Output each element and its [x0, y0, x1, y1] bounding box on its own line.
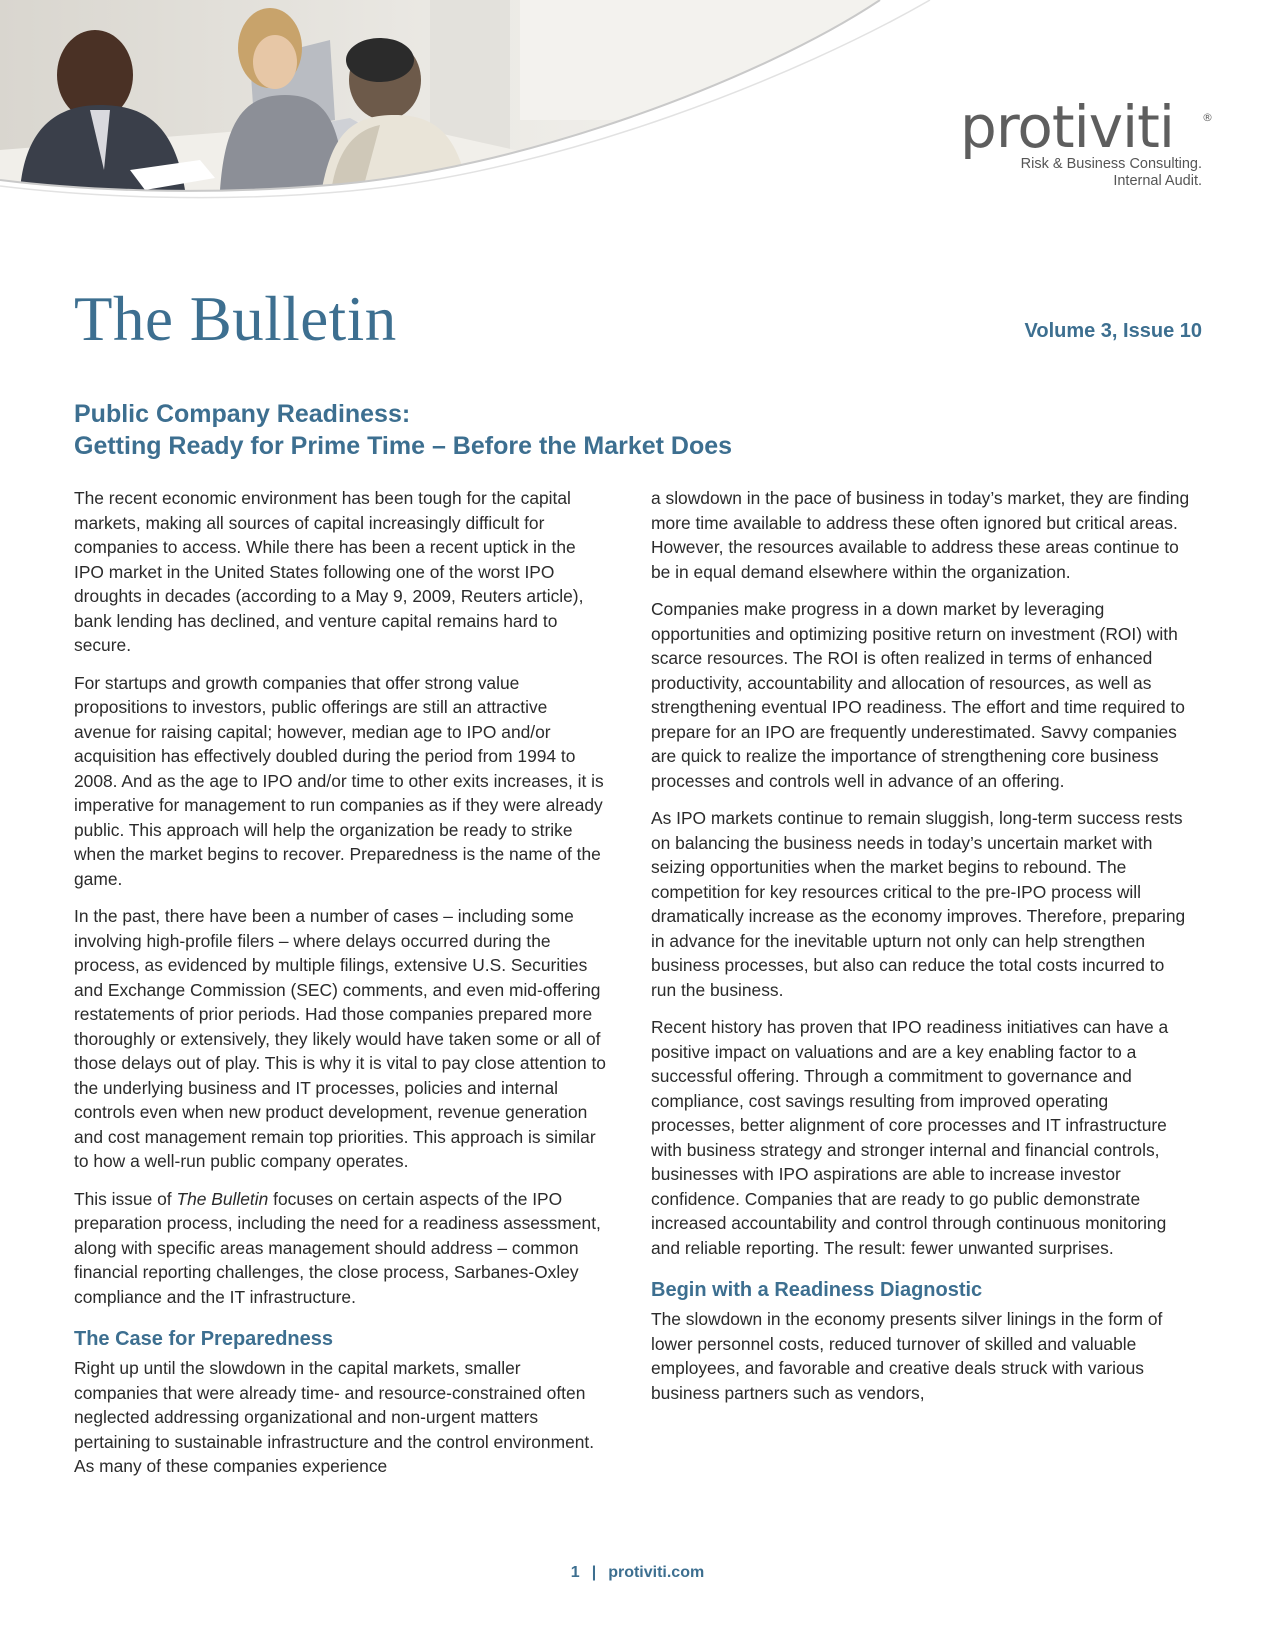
paragraph: a slowdown in the pace of business in today’s market, they are finding more time available to address these often ignored but critical areas. However, the resources available to address these areas continue to be in equal demand elsewhere within the organization.	[651, 488, 1190, 582]
paragraph: Companies make progress in a down market by leveraging opportunities and optimizing positive return on investment (ROI) with scarce resources. The ROI is often realized in terms of enhanced productivity, accountability and allocation of resources, as well as strengthening eventual IPO readiness. The effort and time required to prepare for an IPO are frequently underestimated. Savvy companies are quick to realize the importance of strengthening core business processes and controls well in advance of an offering.	[651, 599, 1185, 791]
left-column	[74, 486, 609, 1492]
right-column	[651, 486, 1191, 1418]
paragraph-text: focuses on certain aspects of the IPO preparation process, including the need for a readiness assessment, along with specific areas management should address – common financial reporting challenges, the close process, Sarbanes-Oxley compliance and the IT infrastructure.	[74, 1188, 601, 1307]
logo-wordmark	[960, 93, 1220, 161]
paragraph: The slowdown in the economy presents silver linings in the form of lower personnel costs, reduced turnover of skilled and valuable employees, and favorable and creative deals struck with various business partners such as vendors,	[651, 1309, 1163, 1403]
footer-separator: |	[591, 1564, 597, 1581]
paragraph: For startups and growth companies that offer strong value propositions to investors, public offerings are still an attractive avenue for raising capital; however, median age to IPO and/or acquisition has effectively doubled during the period from 1994 to 2008. And as the age to IPO and/or time to other exits increases, it is imperative for management to run companies as if they were already public. This approach will help the organization be ready to strike when the market begins to recover. Preparedness is the name of the game.	[74, 672, 604, 889]
paragraph-text: This issue of	[74, 1188, 177, 1209]
paragraph	[74, 1187, 609, 1310]
paragraph: The recent economic environment has been tough for the capital markets, making all sources of capital increasingly difficult for companies to access. While there has been a recent uptick in the IPO market in the United States following one of the worst IPO droughts in decades (according to a May 9, 2009, Reuters article), bank lending has declined, and venture capital remains hard to secure.	[74, 488, 584, 655]
page-footer	[0, 1564, 1275, 1582]
publication-name: The Bulletin	[176, 1188, 269, 1209]
registered-mark: ®	[1202, 111, 1212, 124]
protiviti-logo	[960, 93, 1220, 190]
section-heading-readiness-diagnostic: Begin with a Readiness Diagnostic	[651, 1279, 983, 1301]
article-title-line-2: Getting Ready for Prime Time – Before the Market Does	[74, 432, 733, 460]
paragraph: Right up until the slowdown in the capital markets, smaller companies that were already time- and resource-constrained often neglected addressing organizational and non-urgent matters pertaining to sustainable infrastructure and the control environment. As many of these companies experience	[74, 1358, 595, 1476]
article-title	[74, 398, 1204, 462]
newsletter-title: The Bulletin	[74, 284, 397, 354]
logo-wordmark-text: protiviti	[960, 93, 1175, 161]
paragraph: In the past, there have been a number of cases – including some involving high-profile filers – where delays occurred during the process, as evidenced by multiple filings, extensive U.S. Securities and Exchange Commission (SEC) comments, and even mid-offering restatements of prior periods. Had those companies prepared more thoroughly or extensively, they likely would have taken some or all of those delays out of play. This is why it is vital to pay close attention to the underlying business and IT processes, policies and internal controls even when new product development, revenue generation and cost management remain top priorities. This approach is similar to how a well-run public company operates.	[74, 906, 606, 1171]
logo-tagline-2: Internal Audit.	[1113, 173, 1202, 189]
paragraph: As IPO markets continue to remain sluggish, long-term success rests on balancing the business needs in today’s uncertain market with seizing opportunities when the market begins to rebound. The competition for key resources critical to the pre-IPO process will dramatically increase as the economy improves. Therefore, preparing in advance for the inevitable upturn not only can help strengthen business processes, but also can reduce the total costs incurred to run the business.	[651, 808, 1186, 1000]
footer-website-link[interactable]: protiviti.com	[608, 1564, 705, 1581]
page-number: 1	[570, 1564, 580, 1581]
volume-issue: Volume 3, Issue 10	[1024, 320, 1202, 342]
article-title-line-1: Public Company Readiness:	[74, 400, 411, 428]
logo-tagline-1: Risk & Business Consulting.	[1020, 156, 1202, 172]
paragraph: Recent history has proven that IPO readiness initiatives can have a positive impact on valuations and are a key enabling factor to a successful offering. Through a commitment to governance and compliance, cost savings resulting from improved operating processes, better alignment of core processes and IT infrastructure with business strategy and stronger internal and financial controls, businesses with IPO aspirations are able to increase investor confidence. Companies that are ready to go public demonstrate increased accountability and control through continuous monitoring and reliable reporting. The result: fewer unwanted surprises.	[651, 1017, 1169, 1258]
section-heading-case-for-preparedness: The Case for Preparedness	[74, 1328, 333, 1350]
